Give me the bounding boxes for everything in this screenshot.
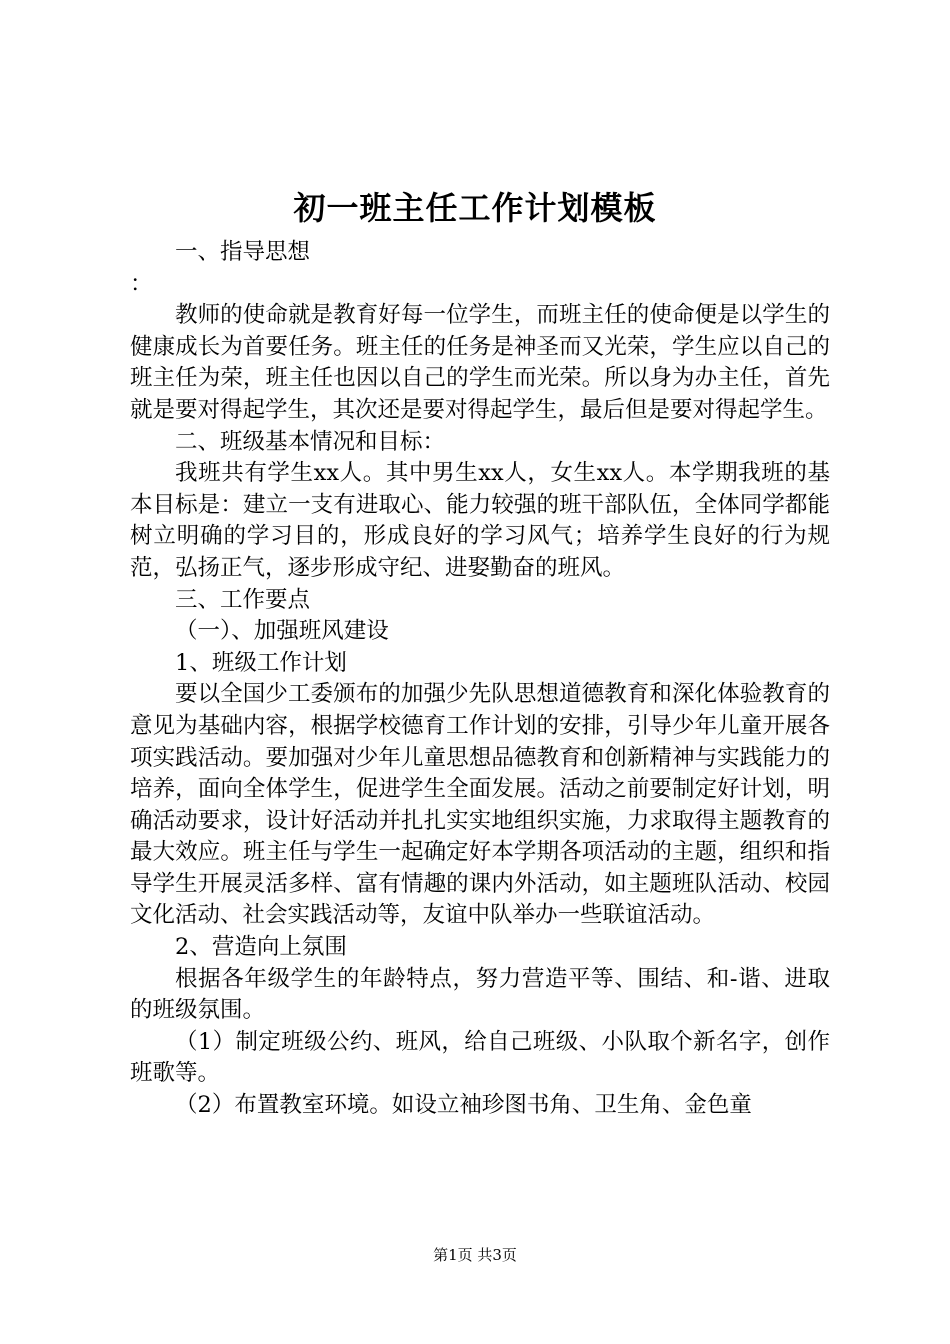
paragraph-atmosphere: 根据各年级学生的年龄特点，努力营造平等、围结、和-谐、进取的班级氛围。 <box>130 965 830 1024</box>
section-heading-3: 三、工作要点 <box>175 586 311 613</box>
section-heading-2: 二、班级基本情况和目标： <box>175 428 446 455</box>
colon-line: ： <box>130 270 153 297</box>
item-heading-1: 1、班级工作计划 <box>175 649 347 676</box>
document-title: 初一班主任工作计划模板 <box>293 189 657 227</box>
subsection-heading-1: （一）、加强班风建设 <box>175 618 389 645</box>
item-heading-2: 2、营造向上氛围 <box>175 934 347 961</box>
list-item-1: （1）制定班级公约、班风，给自己班级、小队取个新名字，创作班歌等。 <box>130 1028 830 1087</box>
document-body <box>130 237 830 1122</box>
paragraph-class-info: 我班共有学生xx人。其中男生xx人，女生xx人。本学期我班的基本目标是：建立一支有进取心、能力较强的班干部队伍，全体同学都能树立明确的学习目的，形成良好的学习风气；培养学生良好的行为规范，弘扬正气，逐步形成守纪、进娶勤奋的班风。 <box>130 460 830 581</box>
page-footer: 第1页 共3页 <box>433 1246 517 1264</box>
list-item-2: （2）布置教室环境。如设立袖珍图书角、卫生角、金色童 <box>175 1092 752 1119</box>
section-heading-1: 一、指导思想 <box>175 239 311 265</box>
paragraph-work-plan: 要以全国少工委颁布的加强少先队思想道德教育和深化体验教育的意见为基础内容，根据学校德育工作计划的安排，引导少年儿童开展各项实践活动。要加强对少年儿童思想品德教育和创新精神与实践能力的培养，面向全体学生，促进学生全面发展。活动之前要制定好计划，明确活动要求，设计好活动并扎扎实实地组织实施，力求取得主题教育的最大效应。班主任与学生一起确定好本学期各项活动的主题，组织和指导学生开展灵活多样、富有情趣的课内外活动，如主题班队活动、校园文化活动、社会实践活动等，友谊中队举办一些联谊活动。 <box>130 681 830 929</box>
paragraph-mission: 教师的使命就是教育好每一位学生，而班主任的使命便是以学生的健康成长为首要任务。班主任的任务是神圣而又光荣，学生应以自己的班主任为荣，班主任也因以自己的学生而光荣。所以身为办主任，首先就是要对得起学生，其次还是要对得起学生，最后但是要对得起学生。 <box>130 302 830 423</box>
